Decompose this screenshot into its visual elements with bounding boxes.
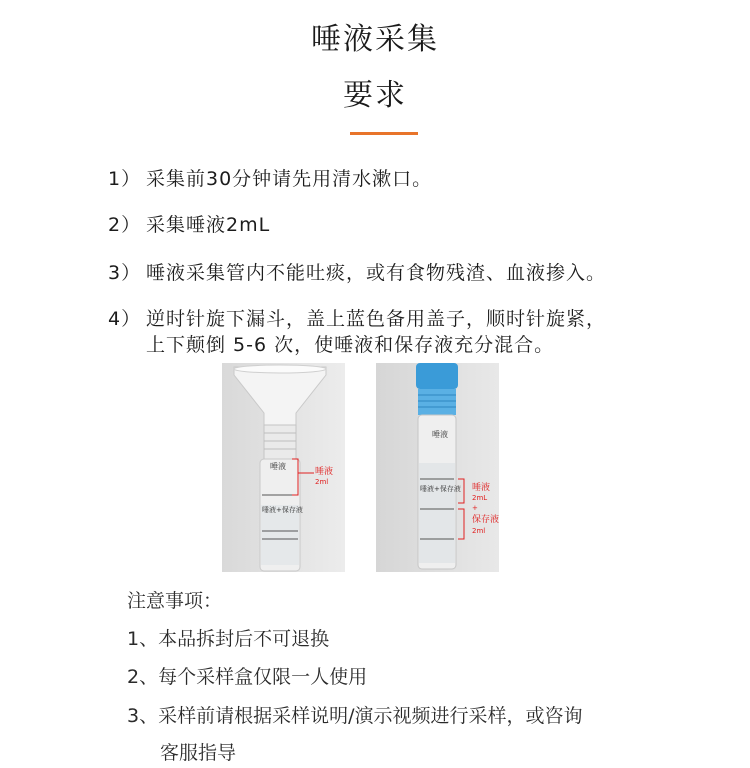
annotation-preservative-volume: 2ml bbox=[472, 527, 486, 535]
requirement-number: 1） bbox=[108, 168, 142, 190]
note-item: 1、本品拆封后不可退换 bbox=[127, 628, 330, 650]
tube-label-bottom: 唾液+保存液 bbox=[420, 485, 461, 493]
requirement-4-continued: 上下颠倒 5-6 次，使唾液和保存液充分混合。 bbox=[146, 334, 555, 356]
requirement-text: 唾液采集管内不能吐痰，或有食物残渣、血液掺入。 bbox=[146, 262, 607, 284]
tube-label-bottom: 唾液+保存液 bbox=[262, 506, 303, 514]
note-item: 客服指导 bbox=[160, 742, 237, 764]
note-item: 2、每个采样盒仅限一人使用 bbox=[127, 666, 368, 688]
requirement-text: 逆时针旋下漏斗，盖上蓝色备用盖子，顺时针旋紧， bbox=[146, 308, 607, 330]
capped-tube-photo bbox=[376, 363, 499, 572]
page-subtitle: 要求 bbox=[343, 78, 407, 113]
requirement-3 bbox=[108, 258, 606, 285]
note-item: 3、采样前请根据采样说明/演示视频进行采样，或咨询 bbox=[127, 705, 583, 727]
requirement-text: 采集唾液2mL bbox=[146, 214, 271, 236]
annotation-saliva: 唾液 bbox=[315, 467, 334, 477]
annotation-plus: + bbox=[472, 504, 478, 512]
funnel-tube-photo bbox=[222, 363, 345, 572]
notes-title: 注意事项： bbox=[127, 590, 223, 612]
requirement-4 bbox=[108, 304, 606, 331]
annotation-saliva-volume: 2mL bbox=[472, 494, 488, 502]
requirement-2 bbox=[108, 210, 270, 237]
page-title: 唾液采集 bbox=[311, 22, 439, 57]
tube-label-top: 唾液 bbox=[432, 430, 448, 439]
annotation-preservative: 保存液 bbox=[472, 515, 499, 525]
requirement-1 bbox=[108, 164, 432, 191]
requirement-number: 2） bbox=[108, 214, 142, 236]
requirement-text: 采集前30分钟请先用清水漱口。 bbox=[146, 168, 433, 190]
annotation-saliva: 唾液 bbox=[472, 483, 491, 493]
requirement-number: 3） bbox=[108, 262, 142, 284]
title-divider bbox=[350, 132, 418, 135]
annotation-volume: 2ml bbox=[315, 478, 329, 486]
requirement-number: 4） bbox=[108, 308, 142, 330]
tube-label-top: 唾液 bbox=[270, 462, 286, 471]
